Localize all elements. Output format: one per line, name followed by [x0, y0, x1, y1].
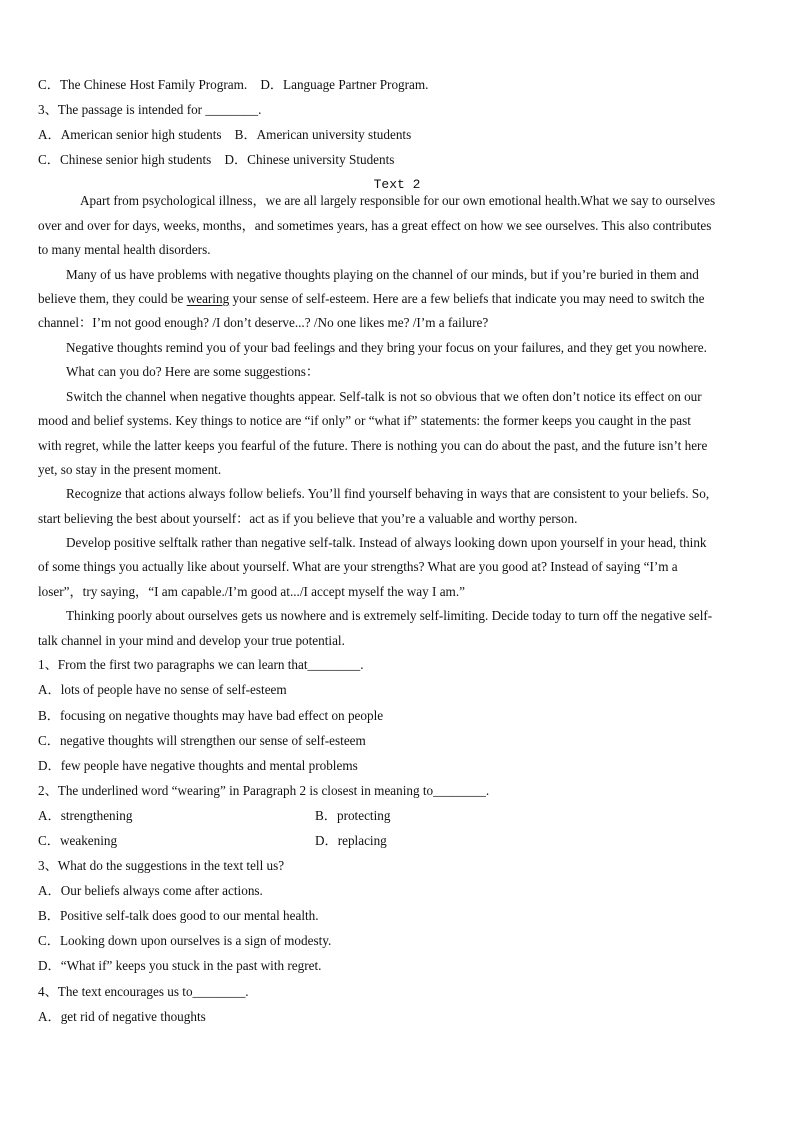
passage-line: mood and belief systems. Key things to notice are “if only” or “what if” statements: the former keeps you caught in the past — [38, 413, 691, 428]
q3-options-cd: C．Chinese senior high students D．Chinese university Students — [38, 152, 395, 167]
passage-text: believe them, they could be — [38, 291, 187, 306]
option: C．negative thoughts will strengthen our sense of self-esteem — [38, 733, 366, 748]
question-stem: 3、What do the suggestions in the text tell us? — [38, 858, 285, 873]
option: D．“What if” keeps you stuck in the past with regret. — [38, 958, 322, 973]
q3-stem: 3、The passage is intended for ________. — [38, 102, 262, 117]
option: A．strengthening — [38, 808, 133, 823]
question-stem: 4、The text encourages us to________. — [38, 984, 249, 999]
option: B．protecting — [315, 808, 391, 823]
option: B．Positive self-talk does good to our mental health. — [38, 908, 319, 923]
option: C．Looking down upon ourselves is a sign of modesty. — [38, 933, 332, 948]
passage-line: yet, so stay in the present moment. — [38, 462, 222, 477]
passage-line: talk channel in your mind and develop your true potential. — [38, 633, 345, 648]
option-row — [38, 808, 391, 824]
passage-line: of some things you actually like about yourself. What are your strengths? What are you good at? Instead of saying “I’m a — [38, 559, 678, 574]
passage-line: Many of us have problems with negative thoughts playing on the channel of our minds, but if you’re buried in them and — [66, 267, 699, 282]
passage-line: Switch the channel when negative thoughts appear. Self-talk is not so obvious that we often don’t notice its effect on our — [66, 389, 702, 404]
passage-line: Negative thoughts remind you of your bad feelings and they bring your focus on your failures, and they get you nowhere. — [66, 340, 707, 355]
question-stem: 1、From the first two paragraphs we can learn that________. — [38, 657, 364, 672]
passage-line: to many mental health disorders. — [38, 242, 211, 257]
passage-line — [38, 291, 704, 307]
passage-line: Develop positive selftalk rather than negative self-talk. Instead of always looking down upon yourself in your head, think — [66, 535, 707, 550]
passage-line: channel：I’m not good enough? /I don’t deserve...? /No one likes me? /I’m a failure? — [38, 315, 489, 330]
q3-options-ab: A．American senior high students B．American university students — [38, 127, 412, 142]
option: A．lots of people have no sense of self-esteem — [38, 682, 287, 697]
passage-line: start believing the best about yourself：act as if you believe that you’re a valuable and worthy person. — [38, 511, 578, 526]
passage-line: Apart from psychological illness，we are all largely responsible for our own emotional health.What we say to ourselves — [80, 193, 716, 208]
question-stem: 2、The underlined word “wearing” in Paragraph 2 is closest in meaning to________. — [38, 783, 490, 798]
section-title: Text 2 — [373, 177, 421, 192]
option: A．get rid of negative thoughts — [38, 1009, 206, 1024]
option: A．Our beliefs always come after actions. — [38, 883, 263, 898]
passage-line: with regret, while the latter keeps you fearful of the future. There is nothing you can do about the past, and the future isn’t here — [38, 438, 708, 453]
passage-line: What can you do? Here are some suggestions： — [66, 364, 320, 379]
option: B．focusing on negative thoughts may have bad effect on people — [38, 708, 384, 723]
passage-line: over and over for days, weeks, months，and sometimes years, has a great effect on how we see ourselves. This also contributes — [38, 218, 712, 233]
option: D．replacing — [315, 833, 387, 848]
underlined-word: wearing — [186, 291, 230, 306]
passage-line: loser”，try saying，“I am capable./I’m good at.../I accept myself the way I am.” — [38, 584, 465, 599]
q2-options-cd: C．The Chinese Host Family Program. D．Language Partner Program. — [38, 77, 429, 92]
option: D．few people have negative thoughts and mental problems — [38, 758, 358, 773]
passage-line: Thinking poorly about ourselves gets us nowhere and is extremely self-limiting. Decide today to turn off the negative self- — [66, 608, 713, 623]
option-row — [38, 833, 387, 849]
passage-text: your sense of self-esteem. Here are a few beliefs that indicate you may need to switch the — [229, 291, 705, 306]
option: C．weakening — [38, 833, 118, 848]
passage-line: Recognize that actions always follow beliefs. You’ll find yourself behaving in ways that are consistent to your beliefs. So, — [66, 486, 710, 501]
